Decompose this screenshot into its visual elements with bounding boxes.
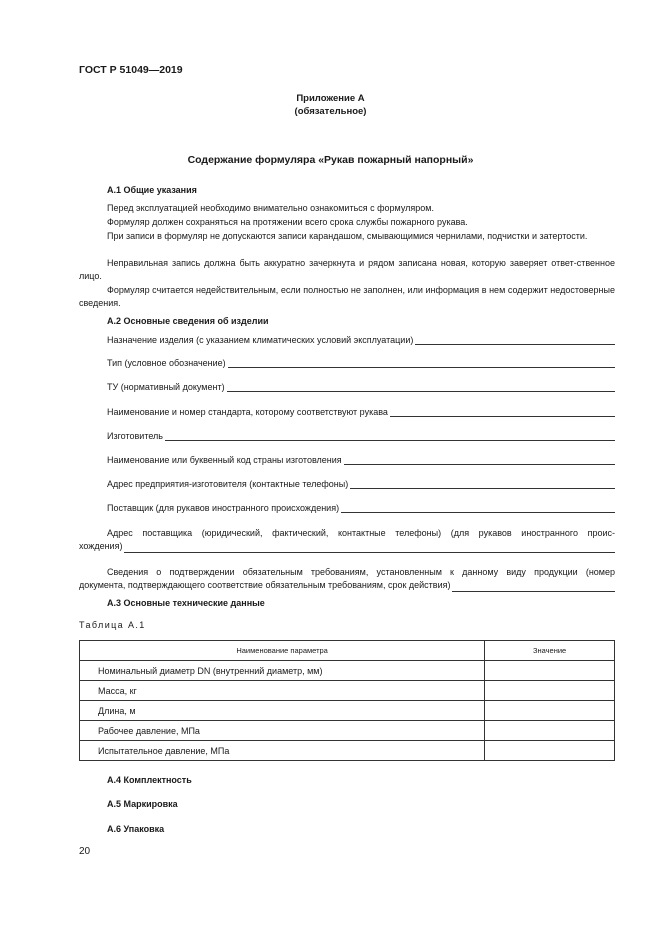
document-code: ГОСТ Р 51049—2019: [79, 64, 183, 76]
column-header-value: Значение: [485, 641, 615, 661]
field-label: Наименование или буквенный код страны изготовления: [107, 455, 342, 465]
field-label: Тип (условное обозначение): [107, 358, 226, 368]
field-label-line2: документа, подтверждающего соответствие обязательным требованиям, срок действия): [79, 580, 451, 590]
section-a2-heading: А.2 Основные сведения об изделии: [107, 316, 269, 326]
table-header-row: [80, 641, 615, 661]
field-label-line1: Сведения о подтверждении обязательным требованиям, установленным к данному виду продукции (номер: [107, 567, 615, 577]
table-row: [80, 661, 615, 681]
field-label: Назначение изделия (с указанием климатических условий эксплуатации): [107, 335, 414, 345]
field-standard[interactable]: [107, 406, 615, 417]
field-label-line2: хождения): [79, 541, 123, 551]
field-purpose[interactable]: [107, 334, 615, 345]
appendix-title: Приложение А: [296, 93, 365, 104]
table-row: [80, 681, 615, 701]
fill-line[interactable]: [124, 542, 615, 553]
section-a3-heading: А.3 Основные технические данные: [107, 598, 265, 608]
field-country[interactable]: [107, 454, 615, 465]
field-label: Наименование и номер стандарта, которому соответствуют рукава: [107, 407, 388, 417]
fill-line[interactable]: [452, 581, 615, 592]
field-supplier-address[interactable]: [79, 527, 615, 553]
parameter-name: Испытательное давление, МПа: [80, 741, 485, 761]
section-a5-heading: А.5 Маркировка: [107, 799, 178, 809]
a1-paragraph-4: Неправильная запись должна быть аккуратно зачеркнута и рядом записана новая, которую заверяет ответ-ственное лицо.: [79, 258, 615, 281]
a1-paragraph-2: Формуляр должен сохраняться на протяжении всего срока службы пожарного рукава.: [107, 217, 468, 227]
field-confirmation[interactable]: [79, 566, 615, 592]
table-row: [80, 721, 615, 741]
value-cell[interactable]: [485, 721, 615, 741]
parameter-name: Рабочее давление, МПа: [80, 721, 485, 741]
fill-line[interactable]: [341, 502, 615, 513]
section-a6-heading: А.6 Упаковка: [107, 824, 165, 834]
value-cell[interactable]: [485, 741, 615, 761]
field-label-line1: Адрес поставщика (юридический, фактический, контактные телефоны) (для рукавов иностранного проис-: [107, 528, 615, 538]
field-label: Адрес предприятия-изготовителя (контактные телефоны): [107, 479, 349, 489]
field-manufacturer-address[interactable]: [107, 478, 615, 489]
table-row: [80, 741, 615, 761]
field-label: Изготовитель: [107, 431, 163, 441]
value-cell[interactable]: [485, 701, 615, 721]
field-label: Поставщик (для рукавов иностранного происхождения): [107, 503, 340, 513]
appendix-status: (обязательное): [294, 106, 367, 117]
field-label: ТУ (нормативный документ): [107, 382, 225, 392]
appendix-heading: [0, 92, 661, 118]
table-row: [80, 701, 615, 721]
section-a4-heading: А.4 Комплектность: [107, 775, 192, 785]
value-cell[interactable]: [485, 661, 615, 681]
page-title: Содержание формуляра «Рукав пожарный напорный»: [187, 154, 474, 166]
fill-line[interactable]: [344, 454, 615, 465]
parameter-name: Масса, кг: [80, 681, 485, 701]
field-tu[interactable]: [107, 381, 615, 392]
field-manufacturer[interactable]: [107, 430, 615, 441]
fill-line[interactable]: [415, 334, 615, 345]
parameter-name: Длина, м: [80, 701, 485, 721]
field-type[interactable]: [107, 357, 615, 368]
value-cell[interactable]: [485, 681, 615, 701]
fill-line[interactable]: [390, 406, 615, 417]
a1-paragraph-1: Перед эксплуатацией необходимо внимательно ознакомиться с формуляром.: [107, 203, 434, 213]
fill-line[interactable]: [227, 381, 615, 392]
column-header-parameter: Наименование параметра: [80, 641, 485, 661]
page-number: 20: [79, 846, 91, 857]
fill-line[interactable]: [228, 357, 615, 368]
fill-line[interactable]: [350, 478, 615, 489]
a1-paragraph-3: При записи в формуляр не допускаются записи карандашом, смывающимися чернилами, подчистки и затертости.: [107, 231, 588, 241]
fill-line[interactable]: [165, 430, 615, 441]
section-a1-heading: А.1 Общие указания: [107, 185, 197, 195]
parameters-table: [79, 640, 615, 761]
a1-paragraph-5: Формуляр считается недействительным, если полностью не заполнен, или информация в нем содержит недостоверные сведения.: [79, 285, 615, 308]
table-label: Таблица А.1: [79, 620, 146, 630]
field-supplier[interactable]: [107, 502, 615, 513]
parameter-name: Номинальный диаметр DN (внутренний диаметр, мм): [80, 661, 485, 681]
